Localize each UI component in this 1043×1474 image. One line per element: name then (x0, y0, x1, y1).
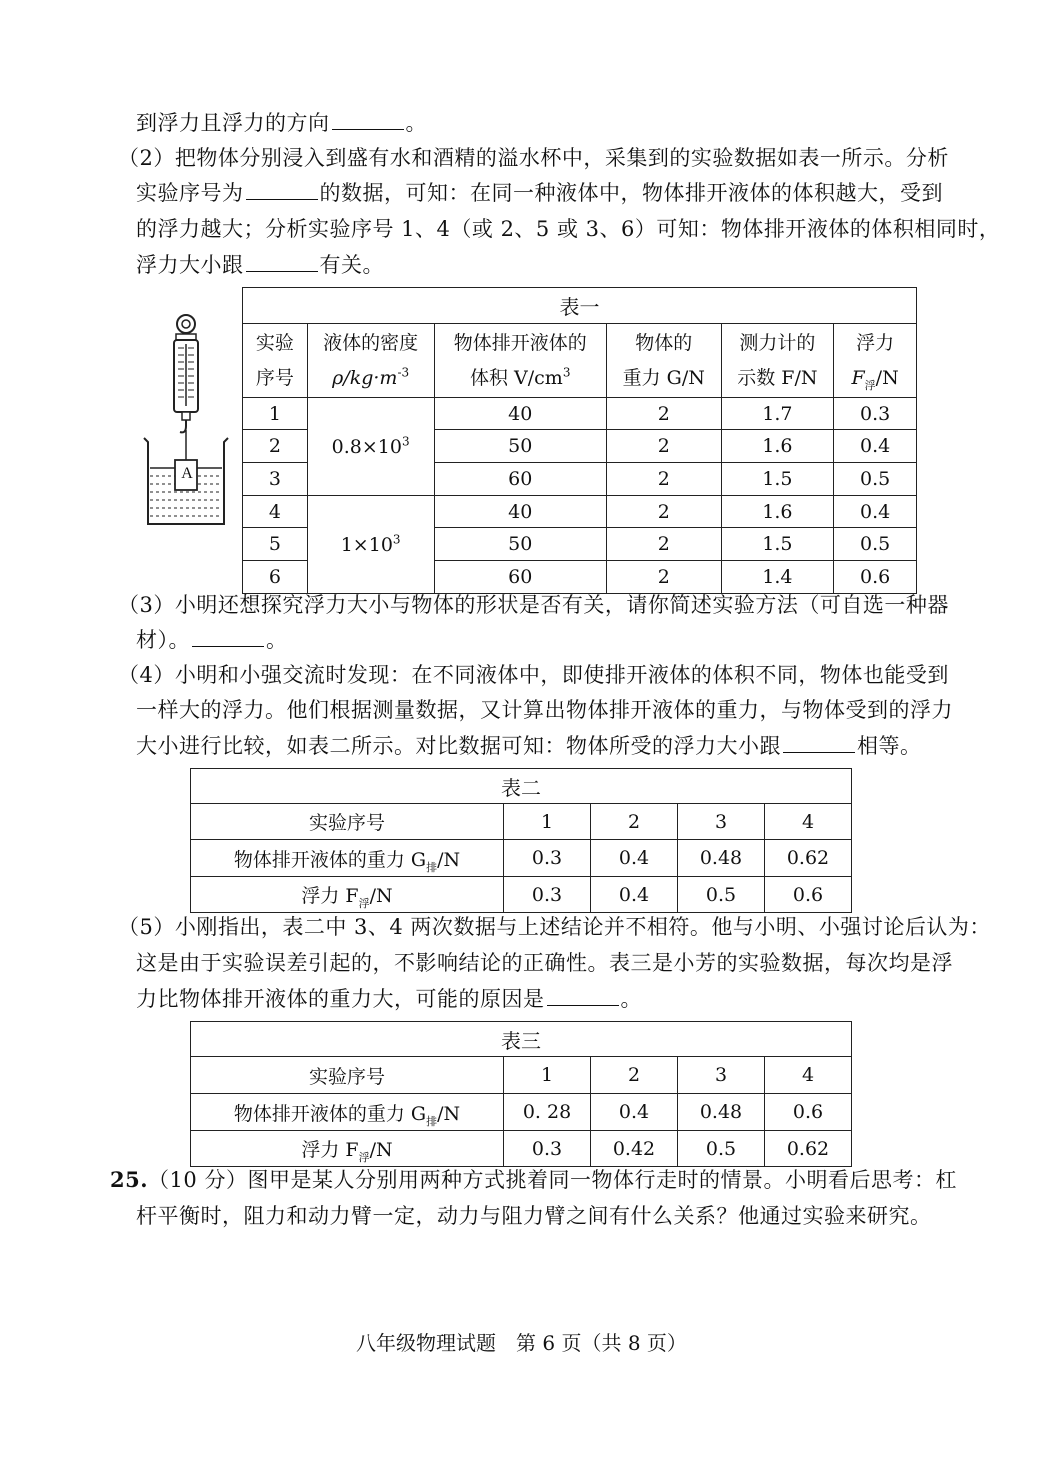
text-span: 大小进行比较，如表二所示。对比数据可知：物体所受的浮力大小跟 (136, 734, 781, 758)
cell: 2 (606, 430, 721, 463)
table-3 (190, 1021, 852, 1167)
cell: 2 (606, 561, 721, 594)
table-row (191, 804, 852, 840)
text-span: （10 分）图甲是某人分别用两种方式挑着同一物体行走时的情景。小明看后思考：杠 (148, 1168, 957, 1192)
cell: 0.5 (678, 877, 765, 913)
cell: 0.4 (591, 840, 678, 877)
header-cell: 浮力 $F_浮/N$ (834, 324, 917, 398)
table-row (191, 1057, 852, 1094)
cell: 1.6 (721, 496, 834, 528)
cell: 1 (504, 804, 591, 840)
table-caption: 表三 (191, 1022, 852, 1057)
header-cell: 液体的密度 $\rho/kg\cdot m^{-3}$ (307, 324, 434, 398)
cell: 5 (243, 528, 308, 561)
cell: 60 (434, 561, 606, 594)
cell: 1.5 (721, 528, 834, 561)
row-label: 实验序号 (191, 1057, 504, 1094)
text-line-8: （4）小明和小强交流时发现：在不同液体中，即使排开液体的体积不同，物体也能受到 (118, 663, 949, 687)
table-row (243, 496, 917, 528)
density-cell: $1\times 10^3$ (307, 496, 434, 594)
cell: 0.6 (834, 561, 917, 594)
answer-blank[interactable] (783, 732, 855, 753)
cell: 2 (606, 398, 721, 430)
cell: 3 (678, 804, 765, 840)
cell: 0.62 (765, 840, 852, 877)
cell: 2 (591, 804, 678, 840)
cell: 0.42 (591, 1131, 678, 1167)
cell: 2 (591, 1057, 678, 1094)
cell: 0.3 (504, 1131, 591, 1167)
text-line-5 (136, 250, 384, 280)
cell: 0.5 (678, 1131, 765, 1167)
answer-blank[interactable] (246, 179, 318, 200)
text-span: 力比物体排开液体的重力大，可能的原因是 (136, 987, 545, 1011)
text-span: 的数据，可知：在同一种液体中，物体排开液体的体积越大，受到 (319, 181, 943, 205)
text-span: 浮力大小跟 (136, 253, 244, 277)
spring-scale-beaker-figure (140, 312, 232, 532)
cell: 0.5 (834, 463, 917, 496)
table-caption: 表二 (191, 769, 852, 804)
cell: 60 (434, 463, 606, 496)
header-cell: 物体排开液体的 体积 $V/cm^3$ (434, 324, 606, 398)
table-row (191, 1131, 852, 1167)
cell: 0.3 (504, 840, 591, 877)
row-label: 物体排开液体的重力 $G_排/N$ (191, 1094, 504, 1131)
row-label: 物体排开液体的重力 $G_排/N$ (191, 840, 504, 877)
cell: 2 (606, 528, 721, 561)
text-line-6: （3）小明还想探究浮力大小与物体的形状是否有关，请你简述实验方法（可自选一种器 (118, 593, 949, 617)
table-row (191, 840, 852, 877)
cell: 1 (243, 398, 308, 430)
cell: 0.6 (765, 1094, 852, 1131)
cell: 40 (434, 398, 606, 430)
cell: 0.6 (765, 877, 852, 913)
text-line-9: 一样大的浮力。他们根据测量数据，又计算出物体排开液体的重力，与物体受到的浮力 (136, 698, 953, 722)
answer-blank[interactable] (332, 109, 404, 130)
cell: 4 (765, 804, 852, 840)
question-number: 25. (110, 1167, 149, 1192)
cell: 3 (243, 463, 308, 496)
text-line-11: （5）小刚指出，表二中 3、4 两次数据与上述结论并不相符。他与小明、小强讨论后认为： (118, 915, 991, 939)
cell: 40 (434, 496, 606, 528)
text-span: 。 (405, 111, 427, 135)
cell: 2 (243, 430, 308, 463)
question-25-line-1 (110, 1165, 957, 1195)
cell: 0.3 (504, 877, 591, 913)
cell: 0.5 (834, 528, 917, 561)
text-line-12: 这是由于实验误差引起的，不影响结论的正确性。表三是小芳的实验数据，每次均是浮 (136, 951, 953, 975)
cell: 50 (434, 430, 606, 463)
density-cell: $0.8\times 10^3$ (307, 398, 434, 496)
cell: 4 (243, 496, 308, 528)
cell: 6 (243, 561, 308, 594)
header-cell: 实验 序号 (243, 324, 308, 398)
block-label: A (181, 465, 193, 482)
table-row (191, 877, 852, 913)
text-line-3 (136, 178, 943, 208)
table-caption: 表一 (243, 288, 917, 324)
cell: 2 (606, 496, 721, 528)
cell: 1.5 (721, 463, 834, 496)
cell: 1 (504, 1057, 591, 1094)
cell: 0.48 (678, 840, 765, 877)
question-25-line-2: 杆平衡时，阻力和动力臂一定，动力与阻力臂之间有什么关系？他通过实验来研究。 (136, 1204, 932, 1228)
header-cell: 物体的 重力 G/N (606, 324, 721, 398)
table-row (191, 1094, 852, 1131)
text-span: 相等。 (857, 734, 922, 758)
cell: 0.62 (765, 1131, 852, 1167)
text-span: 实验序号为 (136, 181, 244, 205)
table-row (243, 398, 917, 430)
text-line-7 (136, 625, 288, 655)
text-span: 到浮力且浮力的方向 (136, 111, 330, 135)
text-line-4: 的浮力越大；分析实验序号 1、4（或 2、5 或 3、6）可知：物体排开液体的体积相同时， (136, 217, 1001, 241)
header-cell: 测力计的 示数 F/N (721, 324, 834, 398)
cell: 0.48 (678, 1094, 765, 1131)
page-footer: 八年级物理试题 第 6 页（共 8 页） (356, 1331, 687, 1355)
text-span: 材）。 (136, 628, 190, 652)
text-line-13 (136, 984, 642, 1014)
row-label: 浮力 $F_浮/N$ (191, 1131, 504, 1167)
cell: 0. 28 (504, 1094, 591, 1131)
cell: 0.4 (591, 877, 678, 913)
text-span: 。 (266, 628, 288, 652)
cell: 1.6 (721, 430, 834, 463)
table-2 (190, 768, 852, 913)
answer-blank[interactable] (192, 626, 264, 647)
cell: 2 (606, 463, 721, 496)
table-1 (242, 287, 917, 594)
answer-blank[interactable] (547, 985, 619, 1006)
cell: 0.3 (834, 398, 917, 430)
text-span: 。 (620, 987, 642, 1011)
cell: 0.4 (591, 1094, 678, 1131)
answer-blank[interactable] (246, 251, 318, 272)
cell: 1.7 (721, 398, 834, 430)
cell: 0.4 (834, 430, 917, 463)
row-label: 实验序号 (191, 804, 504, 840)
cell: 1.4 (721, 561, 834, 594)
text-line-10 (136, 731, 922, 761)
cell: 50 (434, 528, 606, 561)
row-label: 浮力 $F_浮/N$ (191, 877, 504, 913)
text-line-2: （2）把物体分别浸入到盛有水和酒精的溢水杯中，采集到的实验数据如表一所示。分析 (118, 146, 949, 170)
text-line-1 (136, 108, 427, 138)
cell: 4 (765, 1057, 852, 1094)
text-span: 有关。 (319, 253, 384, 277)
cell: 3 (678, 1057, 765, 1094)
cell: 0.4 (834, 496, 917, 528)
table-header-row (243, 324, 917, 398)
